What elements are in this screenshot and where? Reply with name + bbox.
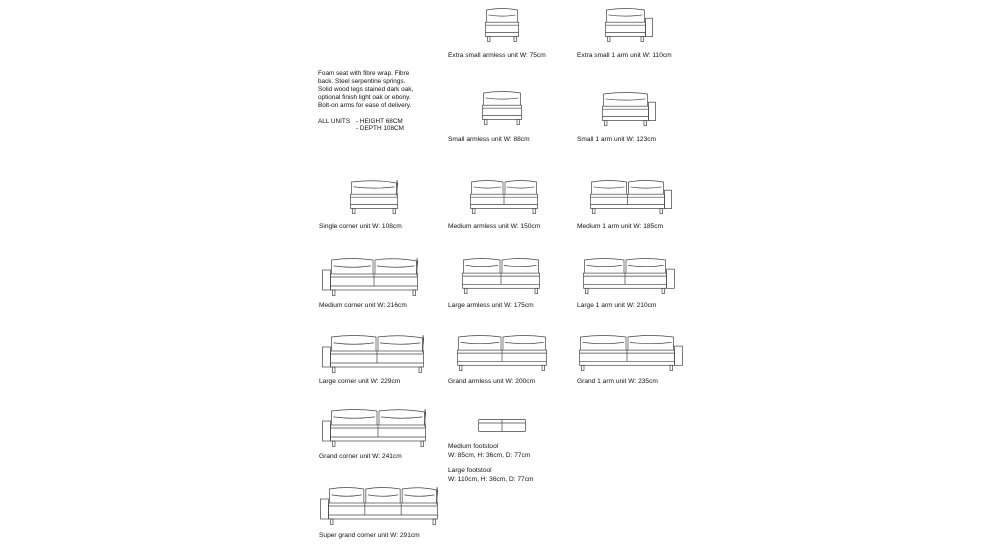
- description-line: optional finish light oak or ebony.: [318, 93, 411, 101]
- leg: [517, 120, 520, 125]
- leg: [485, 120, 488, 125]
- leg: [333, 441, 336, 447]
- description-line: Foam seat with fibre wrap. Fibre: [318, 70, 410, 77]
- corner-back: [397, 180, 398, 196]
- cushion-crease: [461, 342, 500, 343]
- cushion-crease: [507, 187, 535, 188]
- sofa-drawing: [583, 256, 675, 294]
- leg: [582, 365, 585, 370]
- cushion-crease: [631, 187, 662, 188]
- all-units-dimensions: [318, 118, 448, 134]
- cushion-crease: [594, 187, 625, 188]
- cushion-crease: [504, 265, 537, 266]
- sofa-drawing: [322, 407, 426, 447]
- corner-back: [423, 335, 424, 353]
- unit-label: Super grand corner unit W: 291cm: [319, 532, 420, 539]
- right-arm: [646, 18, 653, 36]
- right-arm: [665, 190, 672, 208]
- leg: [331, 519, 334, 525]
- leg: [473, 209, 476, 214]
- leg: [433, 519, 436, 525]
- cushion-crease: [377, 266, 415, 267]
- leg: [605, 121, 608, 126]
- left-arm: [323, 421, 331, 441]
- leg: [488, 37, 491, 42]
- leg: [593, 209, 596, 214]
- right-arm: [675, 346, 683, 365]
- unit-label: Medium armless unit W: 150cm: [448, 223, 541, 230]
- all-units-label: ALL UNITS: [318, 117, 351, 125]
- cushion-crease: [474, 187, 502, 188]
- height-spec: - HEIGHT 68CM: [356, 117, 403, 125]
- leg: [333, 290, 336, 296]
- cushion-crease: [368, 495, 398, 496]
- sofa-drawing: [470, 178, 538, 214]
- leg: [670, 365, 673, 370]
- leg: [542, 365, 545, 370]
- sofa-drawing: [478, 419, 526, 433]
- large-footstool-dims: W: 110cm, H: 36cm, D: 77cm: [448, 476, 534, 483]
- unit-label: Large 1 arm unit W: 210cm: [577, 302, 657, 309]
- cushion-crease: [630, 342, 672, 343]
- sofa-drawing: [482, 89, 522, 125]
- unit-label: Extra small 1 arm unit W: 110cm: [577, 52, 672, 59]
- leg: [419, 367, 422, 373]
- medium-footstool-dims: W: 85cm, H: 36cm, D: 77cm: [448, 452, 531, 459]
- unit-label: Single corner unit W: 108cm: [319, 223, 402, 230]
- cushion-crease: [381, 417, 423, 418]
- leg: [586, 288, 589, 293]
- sofa-drawing: [320, 485, 438, 525]
- sofa-drawing: [322, 256, 418, 296]
- depth-spec: - DEPTH 108CM: [356, 125, 404, 133]
- cushion-crease: [628, 265, 664, 266]
- unit-label: Grand 1 arm unit W: 235cm: [577, 378, 658, 385]
- cushion-crease: [354, 187, 395, 188]
- left-arm: [323, 347, 331, 367]
- corner-back: [437, 487, 438, 505]
- sofa-drawing: [462, 256, 540, 294]
- leg: [535, 288, 538, 293]
- seat-base: [603, 106, 649, 120]
- description-line: back. Steel serpentine springs.: [318, 77, 406, 85]
- leg: [393, 209, 396, 214]
- cushion-crease: [606, 99, 646, 100]
- cushion-crease: [489, 15, 516, 16]
- sofa-drawing: [602, 90, 656, 126]
- cushion-crease: [466, 265, 499, 266]
- unit-label: Medium 1 arm unit W: 185cm: [577, 223, 663, 230]
- corner-back: [425, 409, 426, 427]
- medium-footstool-name: Medium footstool: [448, 443, 499, 450]
- leg: [333, 367, 336, 373]
- cushion-crease: [486, 98, 519, 99]
- cushion-crease: [332, 495, 362, 496]
- leg: [660, 209, 663, 214]
- sofa-drawing: [579, 333, 683, 371]
- footstool-labels: [448, 442, 534, 484]
- cushion-crease: [505, 342, 544, 343]
- seat-base: [329, 503, 438, 519]
- cushion-crease: [609, 15, 643, 16]
- unit-label: Large corner unit W: 229cm: [319, 378, 401, 385]
- leg: [460, 365, 463, 370]
- leg: [533, 209, 536, 214]
- seat-base: [351, 194, 398, 208]
- leg: [641, 37, 644, 42]
- seat-base: [483, 105, 522, 119]
- sofa-drawing: [605, 6, 653, 42]
- cushion-crease: [587, 265, 623, 266]
- unit-label: Small armless unit W: 88cm: [448, 136, 530, 143]
- seat-base: [606, 22, 646, 36]
- cushion-crease: [404, 495, 434, 496]
- large-footstool-name: Large footstool: [448, 467, 492, 474]
- sofa-drawing: [322, 333, 424, 373]
- left-arm: [321, 499, 329, 519]
- unit-label: Grand corner unit W: 241cm: [319, 453, 402, 460]
- unit-label: Medium corner unit W: 216cm: [319, 302, 407, 309]
- cushion-crease: [334, 343, 375, 344]
- left-arm: [323, 270, 331, 290]
- leg: [514, 37, 517, 42]
- leg: [413, 290, 416, 296]
- leg: [608, 37, 611, 42]
- unit-label: Grand armless unit W: 200cm: [448, 378, 536, 385]
- sofa-drawing: [350, 178, 398, 214]
- description-line: Solid wood legs stained dark oak,: [318, 85, 414, 93]
- leg: [421, 441, 424, 447]
- cushion-crease: [334, 417, 376, 418]
- unit-label: Large armless unit W: 175cm: [448, 302, 534, 309]
- cushion-crease: [380, 343, 421, 344]
- product-description: [318, 70, 448, 133]
- right-arm: [649, 102, 656, 120]
- corner-back: [417, 258, 418, 276]
- cushion-crease: [334, 266, 372, 267]
- leg: [465, 288, 468, 293]
- sofa-drawing: [485, 6, 519, 42]
- leg: [353, 209, 356, 214]
- right-arm: [667, 269, 675, 288]
- seat-base: [486, 22, 519, 36]
- description-line: Bolt-on arms for ease of delivery.: [318, 101, 412, 109]
- leg: [644, 121, 647, 126]
- cushion-crease: [583, 342, 625, 343]
- sofa-drawing: [590, 178, 672, 214]
- unit-label: Small 1 arm unit W: 123cm: [577, 136, 657, 143]
- sofa-drawing: [457, 333, 547, 371]
- unit-label: Extra small armless unit W: 75cm: [448, 52, 546, 59]
- leg: [662, 288, 665, 293]
